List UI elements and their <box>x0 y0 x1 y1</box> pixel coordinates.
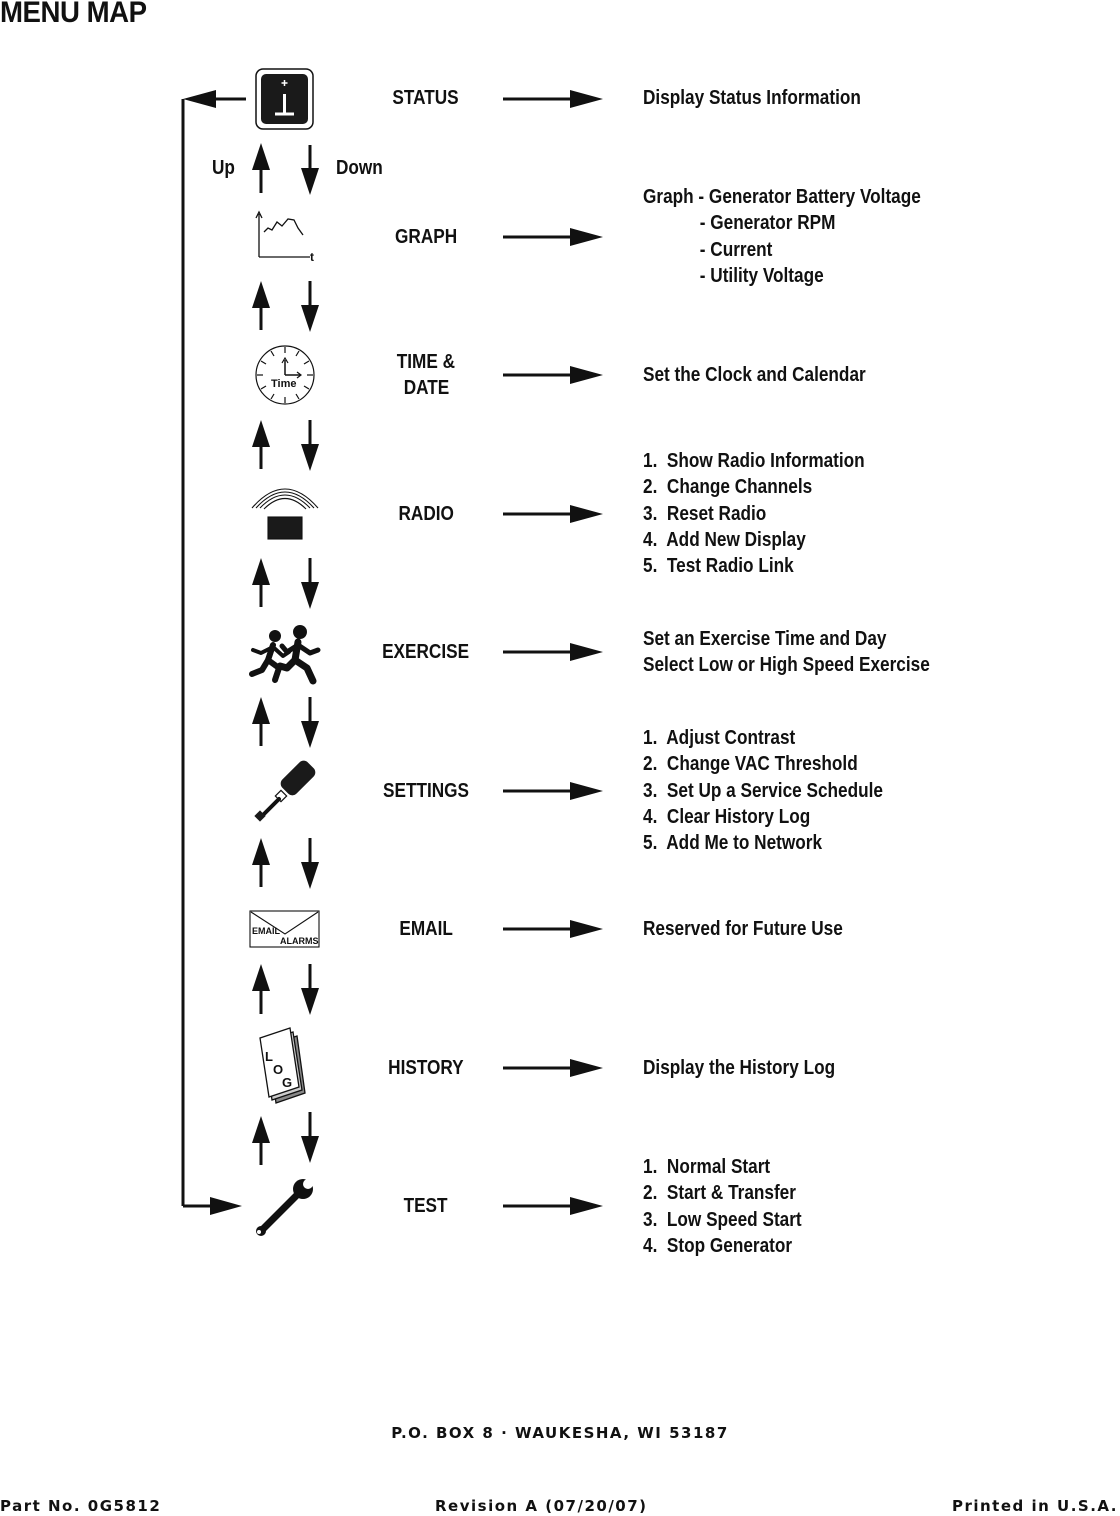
menu-status: STATUS <box>392 87 460 109</box>
menu-graph: GRAPH <box>394 226 458 248</box>
menu-email: EMAIL <box>399 918 453 940</box>
screwdriver-icon <box>254 758 317 821</box>
menu-radio: RADIO <box>398 503 454 525</box>
desc-test: 1. Normal Start 2. Start & Transfer 3. Low Speed Start 4. Stop Generator <box>643 1156 802 1257</box>
down-label: Down <box>336 157 383 179</box>
arrow-graph <box>503 228 603 246</box>
arrow-time <box>503 366 603 384</box>
arrow-status <box>503 90 603 108</box>
menu-test: TEST <box>404 1195 448 1217</box>
menu-settings: SETTINGS <box>382 780 469 802</box>
running-people-icon <box>252 625 318 681</box>
menu-arrows <box>503 90 603 1215</box>
menu-exercise: EXERCISE <box>382 641 470 663</box>
footer-revision: Revision A (07/20/07) <box>435 1497 648 1515</box>
footer-printed: Printed in U.S.A. <box>951 1497 1118 1515</box>
page-title: MENU MAP <box>0 0 147 29</box>
radio-icon <box>252 489 318 539</box>
graph-axis-label: t <box>310 250 314 264</box>
updown-pair <box>252 143 319 195</box>
updown-pair <box>252 281 319 332</box>
updown-pair <box>252 964 319 1015</box>
footer-part-number: Part No. 0G5812 <box>0 1497 162 1515</box>
updown-pair <box>252 1112 319 1165</box>
log-letter: G <box>282 1075 293 1090</box>
clock-icon <box>256 346 314 404</box>
clock-label: Time <box>271 378 297 390</box>
updown-pair <box>252 558 319 609</box>
arrow-settings <box>503 782 603 800</box>
arrow-exercise <box>503 643 603 661</box>
footer-address: P.O. BOX 8 · WAUKESHA, WI 53187 <box>391 1424 729 1442</box>
arrow-radio <box>503 505 603 523</box>
graph-icon <box>256 212 310 257</box>
desc-email: Reserved for Future Use <box>643 918 843 940</box>
desc-exercise: Set an Exercise Time and Day Select Low or High Speed Exercise <box>643 628 930 677</box>
up-label: Up <box>212 157 235 179</box>
desc-settings: 1. Adjust Contrast 2. Change VAC Threshold 3. Set Up a Service Schedule 4. Clear History Log 5. Add Me to Network <box>643 727 883 855</box>
log-letter: L <box>265 1049 273 1064</box>
arrow-email <box>503 920 603 938</box>
arrow-test <box>503 1197 603 1215</box>
updown-pair <box>252 420 319 471</box>
desc-time-date: Set the Clock and Calendar <box>643 364 866 386</box>
log-letter: O <box>273 1062 284 1077</box>
updown-pair <box>252 697 319 748</box>
status-info-icon <box>256 69 313 129</box>
desc-history: Display the History Log <box>643 1057 836 1079</box>
menu-time-date: TIME & DATE <box>396 351 456 399</box>
envelope-label-email: EMAIL <box>252 926 280 936</box>
wrench-icon <box>256 1175 317 1236</box>
desc-graph: Graph - Generator Battery Voltage - Generator RPM - Current - Utility Voltage <box>643 186 921 287</box>
arrow-history <box>503 1059 603 1077</box>
updown-pair <box>252 838 319 889</box>
desc-status: Display Status Information <box>643 87 861 109</box>
desc-radio: 1. Show Radio Information 2. Change Channels 3. Reset Radio 4. Add New Display 5. Test Radio Link <box>643 450 865 578</box>
menu-history: HISTORY <box>388 1057 464 1079</box>
envelope-label-alarms: ALARMS <box>280 936 319 946</box>
loop-connector <box>183 90 246 1215</box>
